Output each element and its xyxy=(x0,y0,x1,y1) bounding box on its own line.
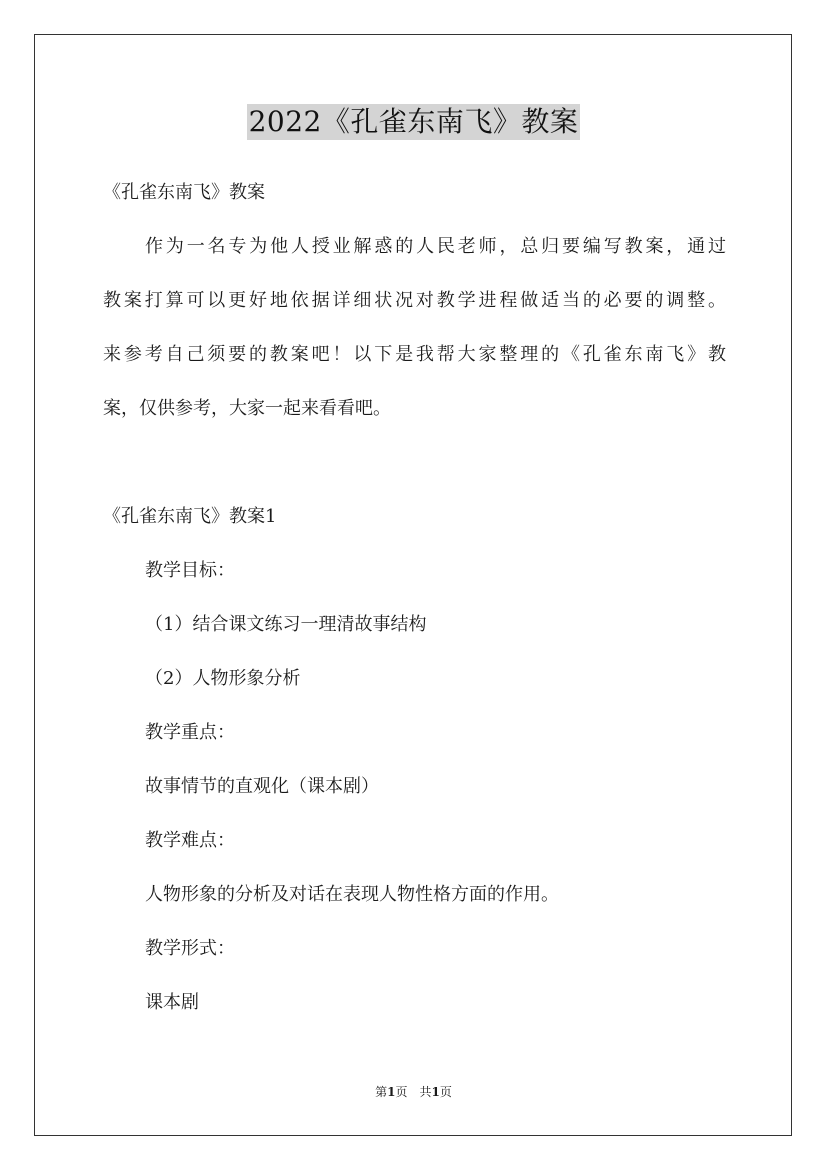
key-points-text: 故事情节的直观化（课本剧） xyxy=(145,776,379,797)
format-label: 教学形式： xyxy=(145,938,235,959)
footer-page-mid: 页 共 xyxy=(395,1085,432,1099)
section-heading: 《孔雀东南飞》教案1 xyxy=(103,506,277,527)
intro-line-2: 教案打算可以更好地依据详细状况对教学进程做适当的必要的调整。 xyxy=(103,290,726,311)
difficulties-text: 人物形象的分析及对话在表现人物性格方面的作用。 xyxy=(145,884,559,905)
footer-page-prefix: 第 xyxy=(375,1085,388,1099)
footer-page-number: 1 xyxy=(387,1085,396,1099)
document-subtitle: 《孔雀东南飞》教案 xyxy=(103,182,265,203)
objectives-label: 教学目标： xyxy=(145,560,235,581)
key-points-label: 教学重点： xyxy=(145,722,235,743)
page-footer xyxy=(0,1084,827,1100)
intro-line-3: 来参考自己须要的教案吧！以下是我帮大家整理的《孔雀东南飞》教 xyxy=(103,344,726,365)
title-container xyxy=(0,104,827,140)
footer-page-total: 1 xyxy=(431,1085,440,1099)
document-title: 2022《孔雀东南飞》教案 xyxy=(248,105,579,138)
objective-item-1: （1）结合课文练习一理清故事结构 xyxy=(145,614,427,635)
intro-line-4: 案，仅供参考，大家一起来看看吧。 xyxy=(103,398,391,419)
footer-page-suffix: 页 xyxy=(439,1085,452,1099)
objective-item-2: （2）人物形象分析 xyxy=(145,668,301,689)
intro-line-1: 作为一名专为他人授业解惑的人民老师，总归要编写教案，通过 xyxy=(145,236,726,257)
difficulties-label: 教学难点： xyxy=(145,830,235,851)
format-text: 课本剧 xyxy=(145,992,199,1013)
